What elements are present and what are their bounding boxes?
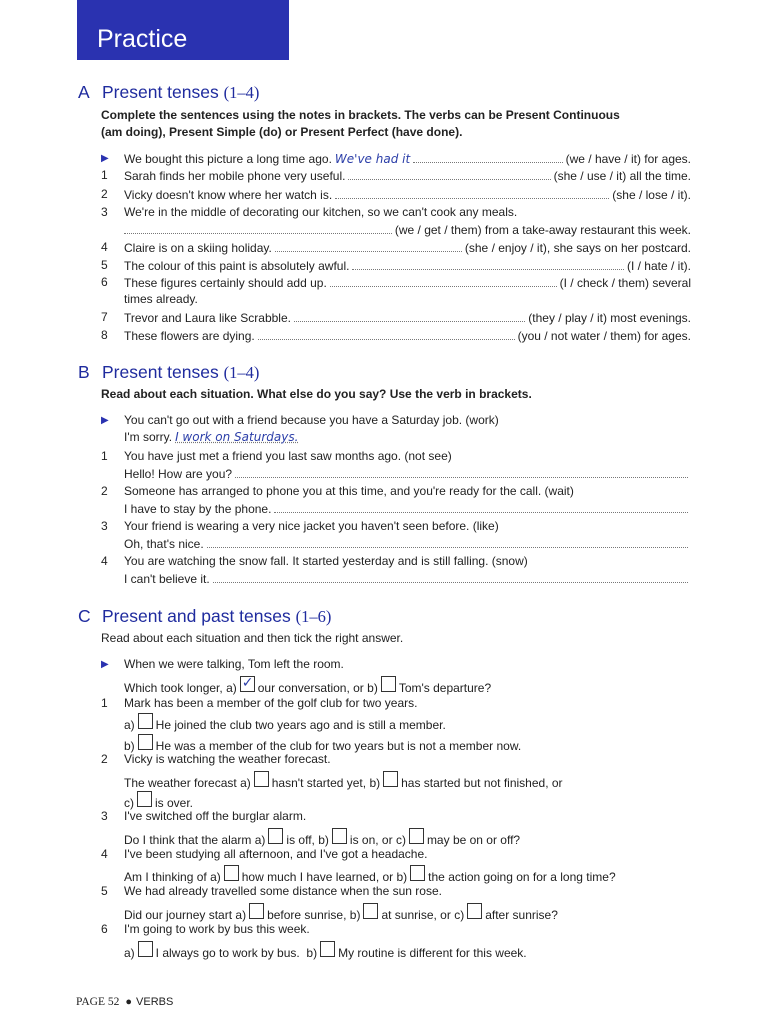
exercise-c-options [101,903,691,920]
exercise-b-item [101,448,691,465]
section-title: Present and past tenses [102,606,291,626]
answer-blank[interactable] [213,570,688,583]
handwritten-answer: I work on Saturdays. [175,430,299,444]
bullet-icon: ● [125,996,133,1008]
option-text: is off, [286,833,315,847]
example-arrow-icon: ▶ [101,415,109,426]
page-number: PAGE 52 [76,996,120,1008]
verb-hint: (we / have / it) for ages. [565,152,691,166]
option-label: b) [396,870,408,884]
exercise-c-item [101,808,691,825]
item-number: 2 [101,752,108,766]
reply-start: Oh, that's nice. [124,537,204,551]
option-label: b) [306,946,318,960]
exercise-a-example [101,150,691,167]
option-label: a) [254,833,266,847]
question: Am I thinking of [124,870,207,884]
exercise-a-item [101,309,691,326]
answer-blank[interactable] [235,465,688,478]
question: The weather forecast [124,776,237,790]
sentence: Claire is on a skiing holiday. [124,241,272,255]
option-text: has started but not finished, or [401,776,563,790]
exercise-c-options [101,791,691,808]
item-number: 6 [101,922,108,936]
item-number: 4 [101,554,108,568]
exercise-c-options [101,865,691,882]
tick-box[interactable] [138,941,153,957]
section-c-heading [78,605,331,627]
option-label: a) [226,681,237,695]
answer-blank[interactable] [275,239,462,252]
situation: You are watching the snow fall. It started yesterday and is still falling. (snow) [124,554,528,568]
item-number: 3 [101,205,108,219]
sentence: Sarah finds her mobile phone very useful. [124,169,346,183]
answer-blank[interactable] [335,186,609,199]
tick-box[interactable] [138,734,153,750]
answer-blank[interactable] [294,309,525,322]
option-label: c) [395,833,406,847]
option-text: before sunrise, [267,908,347,922]
situation: We had already travelled some distance when the sun rose. [124,884,442,898]
item-number: 2 [101,187,108,201]
option-label: a) [124,718,135,732]
tick-box[interactable] [410,865,425,881]
verb-hint: (she / enjoy / it), she says on her postcard. [464,241,691,255]
option-label: a) [210,870,221,884]
reply-start: I can't believe it. [124,572,210,586]
example-arrow-icon: ▶ [101,659,109,670]
answer-blank[interactable] [330,274,557,287]
exercise-c-options [101,771,691,788]
tick-box[interactable] [254,771,269,787]
tick-box[interactable] [320,941,335,957]
option-text: after sunrise? [485,908,558,922]
section-letter: A [78,82,90,102]
exercise-a-item [101,274,691,291]
reply-start: Hello! How are you? [124,467,233,481]
exercise-b-item [101,553,691,570]
exercise-c-item [101,751,691,768]
tick-box[interactable] [383,771,398,787]
item-number: 1 [101,449,108,463]
option-label: b) [367,681,378,695]
exercise-c-item [101,883,691,900]
question: Do I think that the alarm [124,833,252,847]
item-number: 4 [101,240,108,254]
verb-hint: (she / lose / it). [612,188,691,202]
exercise-b-reply [101,570,691,587]
verb-hint: (we / get / them) from a take-away restaurant this week. [394,223,691,237]
section-c-instruction: Read about each situation and then tick the right answer. [101,631,404,645]
instruction-line: Complete the sentences using the notes in brackets. The verbs can be Present Continuous [101,108,620,122]
situation: I'm going to work by bus this week. [124,922,310,936]
instruction-line: (am doing), Present Simple (do) or Present Perfect (have done). [101,125,463,139]
reply-start: I have to stay by the phone. [124,502,272,516]
section-b-instruction: Read about each situation. What else do you say? Use the verb in brackets. [101,387,532,401]
situation: Someone has arranged to phone you at this time, and you're ready for the call. (wait) [124,484,574,498]
option-text: is over. [155,796,194,810]
tick-box-checked[interactable] [240,676,255,692]
page-footer [76,995,173,1009]
sentence: The colour of this paint is absolutely awful. [124,259,350,273]
option-label: a) [240,776,251,790]
sentence: We bought this picture a long time ago. [124,152,332,166]
item-number: 5 [101,258,108,272]
verb-hint: (I / hate / it). [626,259,691,273]
item-number: 3 [101,519,108,533]
option-text: may be on or off? [426,833,521,847]
option-text: hasn't started yet, [271,776,367,790]
exercise-c-example-options [101,676,691,693]
situation: Vicky is watching the weather forecast. [124,752,331,766]
situation: You can't go out with a friend because you have a Saturday job. (work) [124,413,499,427]
exercise-c-example [101,656,691,673]
option-label: b) [369,776,381,790]
exercise-b-reply [101,500,691,517]
exercise-a-item [101,327,691,344]
verb-hint: (she / use / it) all the time. [553,169,691,183]
answer-blank[interactable] [258,327,515,340]
situation: When we were talking, Tom left the room. [124,657,344,671]
exercise-a-item [101,186,691,203]
situation: Your friend is wearing a very nice jacket you haven't seen before. (like) [124,519,499,533]
item-number: 5 [101,884,108,898]
item-number: 8 [101,328,108,342]
item-number: 7 [101,310,108,324]
option-text: He was a member of the club for two years but is not a member now. [155,739,522,753]
exercise-b-item [101,518,691,535]
section-a-instruction [101,107,701,141]
option-label: a) [124,946,135,960]
exercise-c-options [101,734,691,751]
item-number: 6 [101,275,108,289]
section-letter: B [78,362,90,382]
handwritten-answer: We've had it [334,152,411,166]
item-number: 3 [101,809,108,823]
option-label: b) [349,908,361,922]
exercise-b-reply [101,535,691,552]
section-title: Present tenses [102,82,219,102]
option-text: is on, or [349,833,393,847]
answer-blank[interactable] [274,500,688,513]
exercise-c-options [101,828,691,845]
answer-blank[interactable] [207,535,688,548]
option-text: My routine is different for this week. [338,946,527,960]
sentence: These figures certainly should add up. [124,276,327,290]
tick-box[interactable] [381,676,396,692]
option-label: b) [318,833,329,847]
option-label: b) [124,739,135,753]
exercise-c-options [101,713,691,730]
answer-blank [413,150,562,163]
chapter-name: VERBS [136,996,174,1008]
exercise-c-item [101,846,691,863]
question: Which took longer, [124,681,223,695]
sentence: Trevor and Laura like Scrabble. [124,311,291,325]
option-text: how much I have learned, or [241,870,394,884]
exercise-c-item [101,695,691,712]
option-text: our conversation, or [257,681,364,695]
verb-hint: (you / not water / them) for ages. [517,329,691,343]
sentence: times already. [124,292,198,306]
option-text: Tom's departure? [398,681,492,695]
tick-box[interactable] [467,903,482,919]
unit-range: (1–4) [223,83,260,102]
item-number: 2 [101,484,108,498]
tick-box[interactable] [224,865,239,881]
section-title: Present tenses [102,362,219,382]
exercise-b-reply [101,465,691,482]
section-b-heading [78,361,259,383]
reply-start: I'm sorry. [124,430,173,444]
tick-box[interactable] [249,903,264,919]
exercise-b-example [101,412,691,429]
situation: I've been studying all afternoon, and I've got a headache. [124,847,428,861]
option-label: a) [235,908,247,922]
tick-box[interactable] [268,828,283,844]
tick-box[interactable] [332,828,347,844]
tick-box[interactable] [137,791,152,807]
item-number: 1 [101,168,108,182]
option-label: c) [454,908,465,922]
sentence: Vicky doesn't know where her watch is. [124,188,333,202]
checkmark-icon: ✓ [241,674,254,690]
exercise-a-item-continuation [101,291,691,308]
unit-range: (1–4) [223,363,260,382]
exercise-a-item [101,167,691,184]
tick-box[interactable] [409,828,424,844]
exercise-b-example-reply [101,429,691,446]
situation: You have just met a friend you last saw months ago. (not see) [124,449,452,463]
section-a-heading [78,81,259,103]
answer-blank[interactable] [124,221,392,234]
tick-box[interactable] [363,903,378,919]
answer-blank[interactable] [348,167,550,180]
exercise-a-item [101,204,691,221]
page-title-banner [77,0,289,60]
verb-hint: (they / play / it) most evenings. [528,311,691,325]
situation: Mark has been a member of the golf club for two years. [124,696,418,710]
option-label: c) [124,796,134,810]
exercise-a-item [101,257,691,274]
item-number: 1 [101,696,108,710]
tick-box[interactable] [138,713,153,729]
exercise-c-options [101,941,691,958]
exercise-c-item [101,921,691,938]
unit-range: (1–6) [295,607,332,626]
section-letter: C [78,606,91,626]
verb-hint: (I / check / them) several [559,276,691,290]
option-text: the action going on for a long time? [428,870,616,884]
exercise-a-item [101,239,691,256]
item-number: 4 [101,847,108,861]
option-text: He joined the club two years ago and is still a member. [155,718,446,732]
answer-blank[interactable] [352,257,624,270]
situation: I've switched off the burglar alarm. [124,809,307,823]
sentence: We're in the middle of decorating our kitchen, so we can't cook any meals. [124,205,518,219]
exercise-b-item [101,483,691,500]
example-arrow-icon: ▶ [101,153,109,164]
sentence: These flowers are dying. [124,329,255,343]
question: Did our journey start [124,908,233,922]
option-text: at sunrise, or [381,908,451,922]
page-title: Practice [97,25,188,53]
exercise-a-item-continuation [101,221,691,238]
option-text: I always go to work by bus. [155,946,300,960]
